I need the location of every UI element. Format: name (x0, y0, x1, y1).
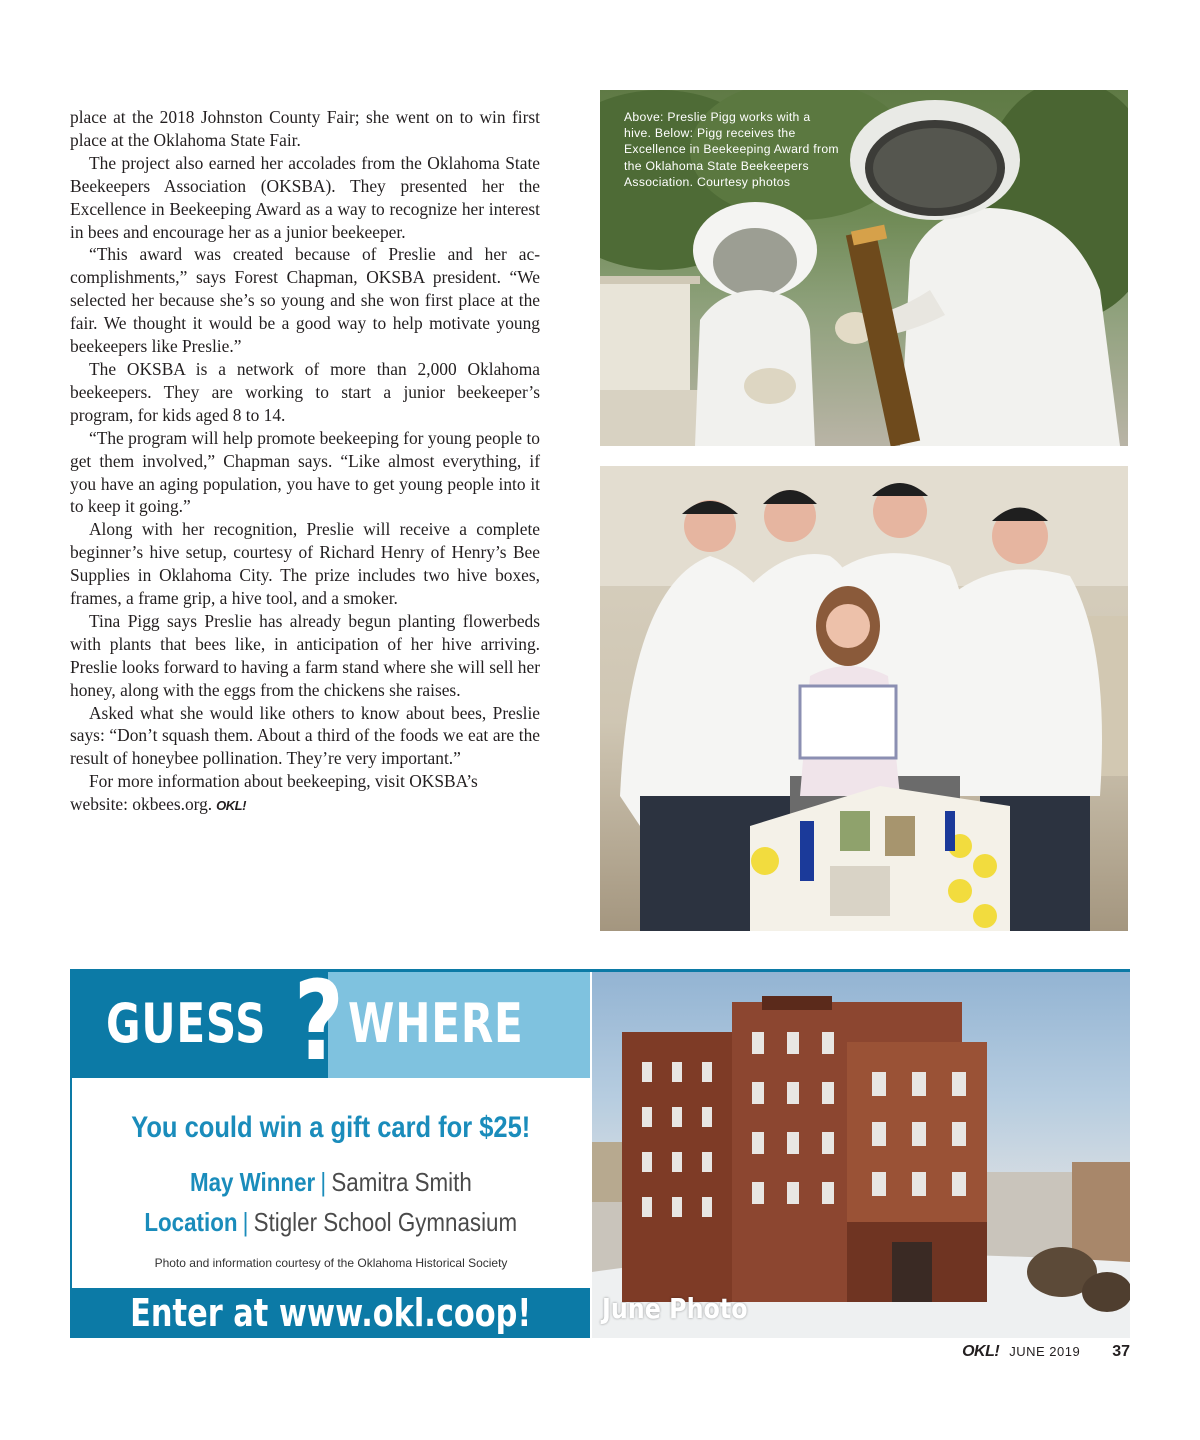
page-footer (962, 1343, 1130, 1361)
location-value: Stigler School Gymnasium (253, 1207, 518, 1237)
mystery-building-photo (592, 972, 1130, 1338)
question-mark: ? (294, 957, 344, 1085)
location-line (145, 1207, 518, 1238)
article-paragraph: “This award was created because of Preslie and her accomplishments,” says Forest Chapman, OKSBA president. “We selected her because she’s so young and she won first place at the fair. We thought it would be a good way to help motivate young beekeepers like Preslie.” (70, 244, 540, 357)
winner-label: May Winner (190, 1167, 316, 1197)
photo-caption: Above: Preslie Pigg works with a hive. Below: Pigg receives the Excellence in Beekeeping Award from the Oklahoma State Beekeepers Association. Courtesy photos (624, 110, 839, 189)
article-paragraph: The OKSBA is a network of more than 2,000 Oklahoma beekeepers. They are working to start a junior beekeeper’s program, for kids aged 8 to 14. (70, 358, 540, 425)
article-paragraph: Tina Pigg says Preslie has already begun planting flowerbeds with plants that bees like, in anticipation of her hive arriving. Preslie looks forward to having a farm stand where she will sell her honey, along with the eggs from the chickens she raises. (70, 610, 540, 700)
page-number: 37 (1112, 1343, 1130, 1360)
article-paragraph: Asked what she would like others to know about bees, Preslie says: “Don’t squash them. About a third of the foods we eat are the result of honeybee pollination. They’re very important.” (70, 702, 540, 769)
award-photo-illustration (600, 466, 1128, 931)
winner-row (72, 1167, 590, 1198)
article-paragraph: “The program will help promote beekeeping for young people to get them involved,” Chapman says. “Like almost everything, if you have an aging population, you have to get young people into it to keep it going.” (70, 427, 540, 517)
mystery-building-illustration (592, 972, 1130, 1338)
guess-where-contest (70, 957, 1130, 1338)
separator: | (242, 1207, 249, 1237)
article-paragraph: Along with her recognition, Preslie will receive a complete beginner’s hive setup, courtesy of Richard Henry of Henry’s Bee Supplies in Oklahoma City. The prize includes two hive boxes, frames, a frame grip, a hive tool, and a smoker. (70, 519, 540, 609)
winner-line (190, 1167, 472, 1198)
prize-text: You could win a gift card for $25! (131, 1111, 531, 1144)
okl-logo: OKL! (962, 1343, 1000, 1360)
enter-link[interactable]: Enter at www.okl.coop! (130, 1291, 532, 1335)
guess-word: GUESS (106, 992, 267, 1055)
article-body (70, 106, 540, 818)
beekeeping-photo (600, 90, 1128, 446)
location-label: Location (144, 1207, 238, 1237)
prize-headline (72, 1111, 590, 1145)
guess-where-header (72, 957, 590, 1085)
article-paragraph-last (70, 770, 540, 818)
end-mark-logo: OKL! (216, 798, 246, 814)
award-photo (600, 466, 1128, 931)
article-paragraph: place at the 2018 Johnston County Fair; she went on to win first place at the Oklahoma State Fair. (70, 107, 540, 150)
issue-date: JUNE 2019 (1009, 1344, 1081, 1359)
where-word: WHERE (348, 992, 524, 1055)
winner-name: Samitra Smith (331, 1167, 472, 1197)
article-paragraph-text: For more information about beekeeping, visit OKSBA’s website: okbees.org. (70, 771, 478, 815)
article-paragraph: The project also earned her accolades from the Oklahoma State Beekeepers Association (OKSBA). They presented her the Excellence in Beekeeping Award as a way to recognize her interest in bees and encourage her as a junior beekeeper. (70, 152, 540, 242)
location-row (72, 1207, 590, 1238)
enter-banner[interactable] (72, 1288, 590, 1338)
photo-credit: Photo and information courtesy of the Oklahoma Historical Society (154, 1256, 508, 1270)
guess-where-panel (70, 957, 590, 1338)
june-photo-label: June Photo (602, 1292, 748, 1325)
separator: | (320, 1167, 327, 1197)
